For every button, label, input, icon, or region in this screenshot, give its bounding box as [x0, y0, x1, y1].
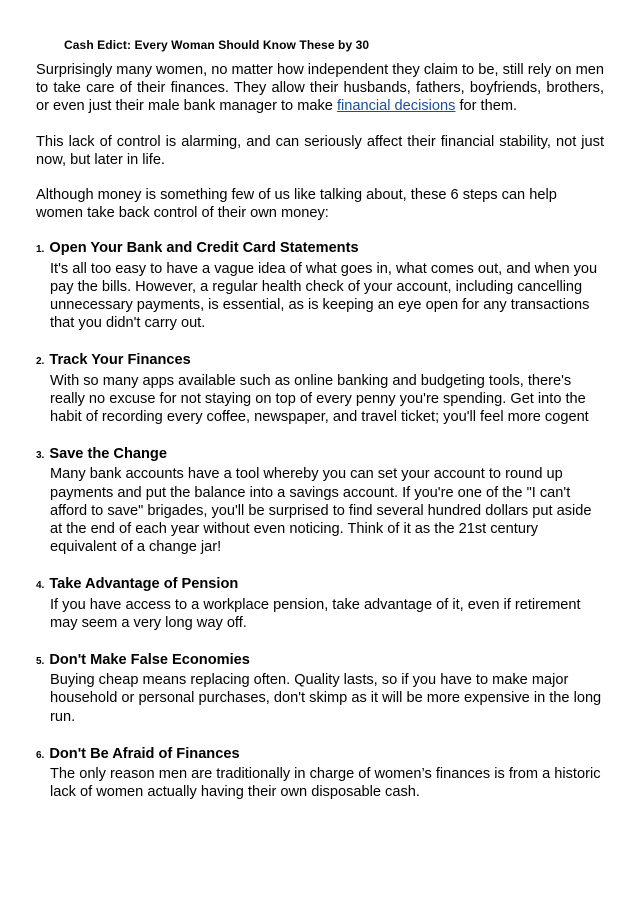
step-number: 2.	[36, 356, 45, 368]
step-heading	[36, 239, 604, 259]
step-title: Take Advantage of Pension	[49, 576, 239, 593]
financial-decisions-link[interactable]: financial decisions	[336, 98, 456, 115]
step-heading	[36, 351, 604, 371]
step-heading	[36, 651, 604, 671]
step-3	[36, 445, 604, 556]
step-number: 4.	[36, 580, 45, 592]
step-body: If you have access to a workplace pension, take advantage of it, even if retirement may seem a very long way off.	[50, 596, 581, 631]
step-body: It's all too easy to have a vague idea of what goes in, what comes out, and when you pay the bills. However, a regular health check of your account, including cancelling unnecessary payments, is essential, as is keeping an eye open for any transactions that you didn't carry out.	[50, 260, 598, 332]
step-4	[36, 575, 604, 632]
intro-paragraph-3: Although money is something few of us like talking about, these 6 steps can help women take back control of their own money:	[36, 187, 557, 222]
step-heading	[36, 575, 604, 595]
step-title: Open Your Bank and Credit Card Statements	[49, 240, 359, 257]
step-body: With so many apps available such as online banking and budgeting tools, there's really no excuse for not staying on top of every penny you're spending. Get into the habit of recording every coffee, newspaper, and travel ticket; you'll feel more cogent	[50, 372, 589, 426]
step-title: Don't Be Afraid of Finances	[49, 745, 240, 762]
step-number: 3.	[36, 450, 45, 462]
intro-paragraph-2: This lack of control is alarming, and can seriously affect their financial stability, not just now, but later in life.	[36, 133, 604, 168]
step-number: 5.	[36, 656, 45, 668]
step-title: Don't Make False Economies	[49, 652, 250, 669]
step-number: 6.	[36, 749, 45, 761]
intro-paragraph-1	[36, 61, 604, 116]
step-body: Buying cheap means replacing often. Quality lasts, so if you have to make major household or personal purchases, don't skimp as it will be more expensive in the long run.	[50, 672, 602, 725]
step-6	[36, 745, 604, 802]
step-number: 1.	[36, 244, 45, 256]
step-body: Many bank accounts have a tool whereby you can set your account to round up payments and put the balance into a savings account. If you're one of the "I can't afford to save" brigades, you'll be surprised to find several hundred dollars put aside at the end of each year without even noticing. Think of it as the 21st century equivalent of a change jar!	[50, 466, 592, 556]
step-2	[36, 351, 604, 426]
step-heading	[36, 445, 604, 465]
document-body	[36, 61, 604, 821]
step-title: Track Your Finances	[49, 352, 191, 369]
document-title: Cash Edict: Every Woman Should Know These by 30	[64, 38, 370, 52]
step-5	[36, 651, 604, 726]
intro-paragraph-1-text-after: for them.	[455, 98, 518, 115]
step-1	[36, 239, 604, 332]
intro-paragraph-1-text-before: Surprisingly many women, no matter how independent they claim to be, still rely on men to take care of their finances. They allow their husbands, fathers, boyfriends, brothers, or even just their male bank manager to make	[36, 62, 604, 115]
step-title: Save the Change	[49, 446, 167, 463]
step-heading	[36, 745, 604, 765]
step-body: The only reason men are traditionally in charge of women’s finances is from a historic lack of women actually having their own disposable cash.	[50, 766, 601, 801]
